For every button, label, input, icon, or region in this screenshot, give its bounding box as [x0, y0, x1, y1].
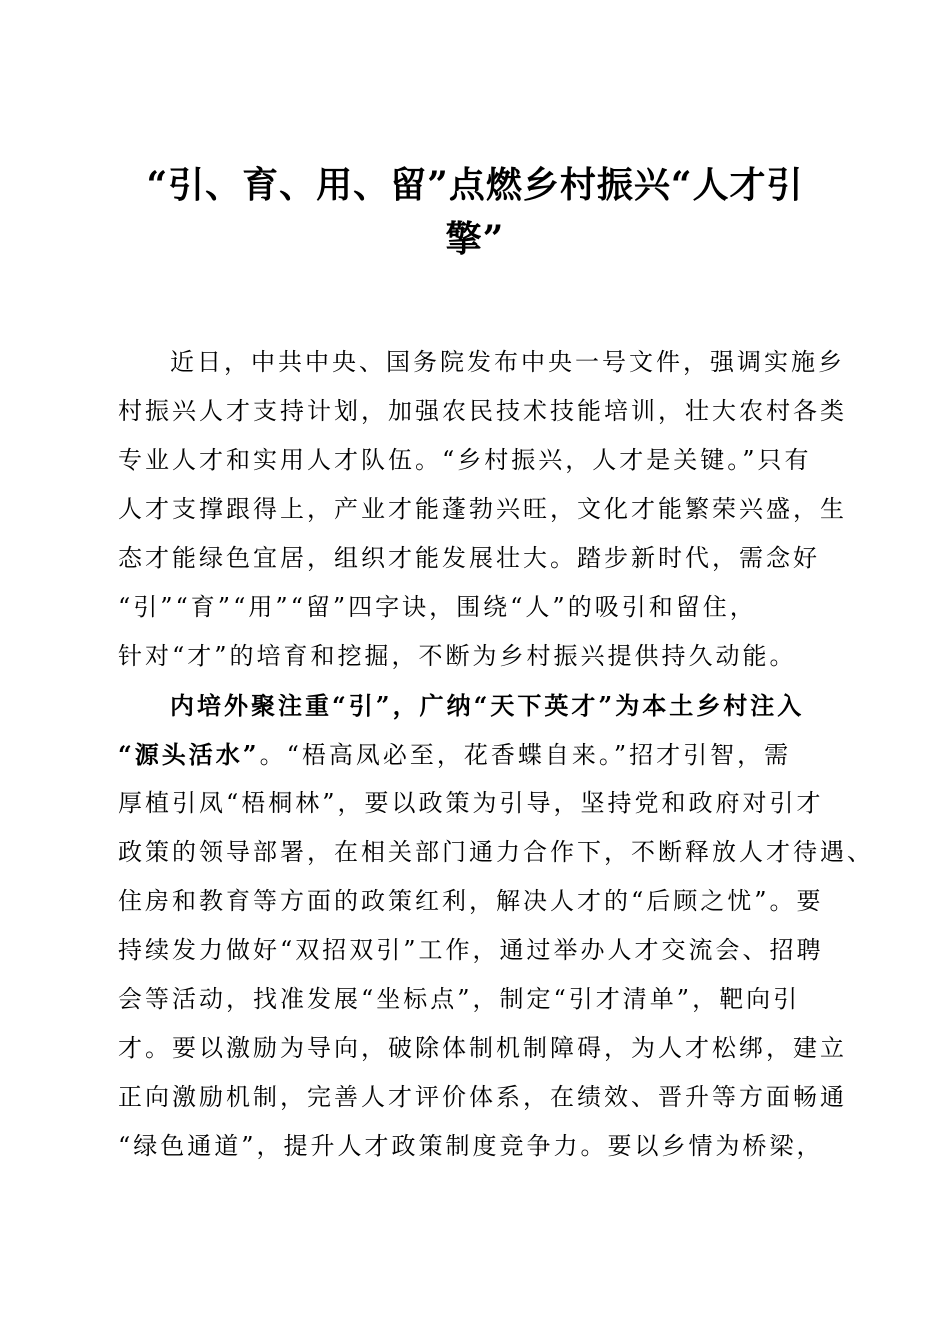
text-line: 会等活动，找准发展“坐标点”，制定“引才清单”，靶向引: [118, 985, 801, 1013]
text-line: 政策的领导部署，在相关部门通力合作下，不断释放人才待遇、: [118, 838, 874, 866]
title-line-2: 擎”: [445, 218, 505, 260]
text-line: 村振兴人才支持计划，加强农民技术技能培训，壮大农村各类: [118, 397, 847, 425]
text-line: “引”“育”“用”“留”四字诀，围绕“人”的吸引和留住，: [118, 593, 757, 621]
title-line-1: “引、育、用、留”点燃乡村振兴“人才引: [146, 164, 804, 206]
paragraph-attract: [118, 681, 874, 1171]
text-line: 住房和教育等方面的政策红利，解决人才的“后顾之忧”。要: [118, 887, 824, 915]
text-line: 专业人才和实用人才队伍。“乡村振兴，人才是关键。”只有: [118, 446, 812, 474]
text-line: 正向激励机制，完善人才评价体系，在绩效、晋升等方面畅通: [118, 1083, 847, 1111]
section-heading: 内培外聚注重“引”，广纳“天下英才”为本土乡村注入: [170, 691, 805, 720]
section-heading-tail: “源头活水”: [118, 740, 260, 769]
text-line: “绿色通道”，提升人才政策制度竞争力。要以乡情为桥梁，: [118, 1132, 824, 1160]
paragraph-intro: [118, 338, 848, 681]
text-line: 态才能绿色宜居，组织才能发展壮大。踏步新时代，需念好: [118, 544, 820, 572]
text-line: 才。要以激励为导向，破除体制机制障碍，为人才松绑，建立: [118, 1034, 847, 1062]
text-line: 针对“才”的培育和挖掘，不断为乡村振兴提供持久动能。: [118, 642, 797, 670]
text-line: 持续发力做好“双招双引”工作，通过举办人才交流会、招聘: [118, 936, 824, 964]
article-title: [100, 158, 850, 266]
text-line: 近日，中共中央、国务院发布中央一号文件，强调实施乡: [170, 348, 845, 376]
text-fragment: 。“梧高凤必至，花香蝶自来。”招才引智，需: [259, 741, 792, 769]
text-line: [118, 730, 848, 779]
text-line: 人才支撑跟得上，产业才能蓬勃兴旺，文化才能繁荣兴盛，生: [118, 495, 847, 523]
text-line: 厚植引凤“梧桐林”，要以政策为引导，坚持党和政府对引才: [118, 789, 824, 817]
article-body: [118, 338, 874, 1171]
